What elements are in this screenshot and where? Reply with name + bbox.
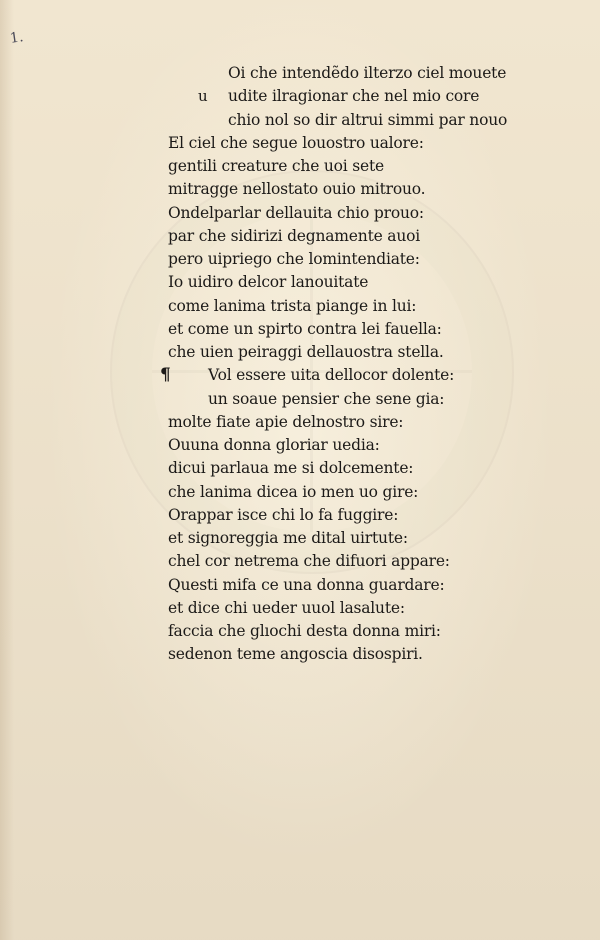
verse-text: Ouuna donna gloriar uedia: bbox=[168, 436, 380, 454]
verse-text: et dice chi ueder uuol lasalute: bbox=[168, 598, 405, 617]
verse-text: che uien peiraggi dellauostra stella. bbox=[168, 343, 444, 361]
verse-line bbox=[168, 178, 568, 201]
paragraph-mark: ¶ bbox=[160, 365, 171, 386]
verse-text: Ondelparlar dellauita chio prouo: bbox=[168, 203, 424, 222]
verse-line bbox=[160, 364, 568, 387]
verse-text: sedenon teme angoscia disospiri. bbox=[168, 645, 423, 664]
verse-text: Vol essere uita dellocor dolente: bbox=[208, 366, 455, 385]
verse-line bbox=[168, 388, 568, 411]
verse-line bbox=[168, 271, 568, 294]
verse-line bbox=[168, 132, 568, 155]
verse-line bbox=[168, 597, 568, 620]
verse-line bbox=[168, 504, 568, 527]
verse-line bbox=[168, 643, 568, 666]
verse-text: che lanima dicea io men uo gire: bbox=[168, 482, 419, 501]
verse-text: Questi mifa ce una donna guardare: bbox=[168, 575, 445, 594]
corner-annotation: 1. bbox=[8, 29, 25, 47]
verse-line bbox=[168, 109, 568, 132]
verse-text: par che sidirizi degnamente auoi bbox=[168, 226, 421, 245]
verse-text: un soaue pensier che sene gia: bbox=[208, 389, 445, 408]
verse-line bbox=[168, 574, 568, 597]
verse-line bbox=[168, 411, 568, 434]
guide-letter: u bbox=[198, 87, 208, 106]
verse-text: chel cor netrema che difuori appare: bbox=[168, 552, 450, 571]
verse-line bbox=[168, 85, 568, 108]
verse-text: Orappar isce chi lo fa fuggire: bbox=[168, 505, 399, 524]
verse-text: Oi che intendẽdo ilterzo ciel mouete bbox=[228, 64, 507, 82]
verse-text: et come un spirto contra lei fauella: bbox=[168, 319, 442, 338]
verse-text: mitragge nellostato ouio mitrouo. bbox=[168, 180, 426, 199]
verse-text: molte fiate apie delnostro sire: bbox=[168, 412, 404, 431]
verse-text: pero uipriego che lomintendiate: bbox=[168, 250, 420, 268]
verse-line bbox=[168, 225, 568, 248]
verse-line bbox=[168, 457, 568, 480]
verse-line bbox=[168, 527, 568, 550]
verse-text: Io uidiro delcor lanouitate bbox=[168, 273, 369, 292]
verse-line bbox=[168, 62, 568, 85]
poem-text bbox=[160, 62, 568, 667]
verse-text: chio nol so dir altrui simmi par nouo bbox=[228, 110, 508, 129]
verse-text: gentili creature che uoi sete bbox=[168, 157, 385, 175]
verse-text: udite ilragionar che nel mio core bbox=[228, 87, 480, 106]
verse-line bbox=[168, 341, 568, 364]
verse-line bbox=[168, 434, 568, 457]
verse-line bbox=[168, 481, 568, 504]
verse-text: come lanima trista piange in lui: bbox=[168, 296, 417, 315]
verse-line bbox=[168, 295, 568, 318]
verse-line bbox=[168, 318, 568, 341]
verse-line bbox=[168, 155, 568, 178]
verse-line bbox=[168, 620, 568, 643]
verse-text: et signoreggia me dital uirtute: bbox=[168, 529, 408, 547]
verse-line bbox=[168, 550, 568, 573]
verse-line bbox=[168, 202, 568, 225]
verse-text: faccia che glıochi desta donna miri: bbox=[168, 622, 441, 640]
verse-text: dicui parlaua me si dolcemente: bbox=[168, 459, 414, 478]
verse-text: El ciel che segue louostro ualore: bbox=[168, 133, 424, 152]
verse-line bbox=[168, 248, 568, 271]
